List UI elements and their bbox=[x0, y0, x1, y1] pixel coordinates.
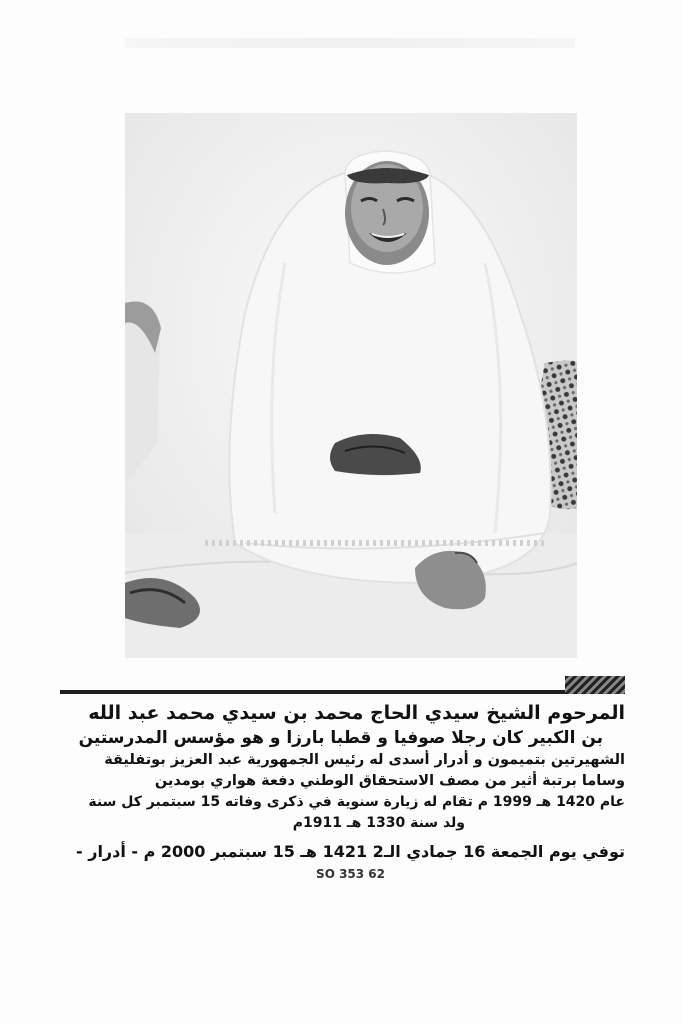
header-ornament bbox=[565, 676, 625, 694]
caption-line-7: توفي يوم الجمعة 16 جمادي الـ2 1421 هـ 15 سبتمبر 2000 م - أدرار - bbox=[76, 842, 625, 861]
portrait-photo bbox=[125, 113, 577, 658]
caption-line-4: وساما برتبة أثير من مصف الاستحقاق الوطني دفعة هواري بومدين bbox=[154, 773, 625, 789]
caption-line-5: عام 1420 هـ 1999 م تقام له زيارة سنوية في ذكرى وفاته 15 سبتمبر كل سنة bbox=[88, 794, 625, 810]
caption-line-8: SO 353 62 bbox=[316, 867, 385, 881]
caption-header-strip bbox=[60, 676, 625, 698]
header-rule bbox=[60, 690, 625, 694]
caption-line-1: المرحوم الشيخ سيدي الحاج محمد بن سيدي محمد عبد الله bbox=[88, 702, 625, 724]
scan-artifact bbox=[125, 38, 575, 48]
caption-line-6: ولد سنة 1330 هـ 1911م bbox=[292, 815, 465, 831]
caption-line-2: بن الكبير كان رجلا صوفيا و قطبا بارزا و هو مؤسس المدرستين bbox=[78, 728, 603, 748]
photo-caption bbox=[55, 700, 625, 882]
caption-line-3: الشهيرتين بتميمون و أدرار أسدى له رئيس الجمهورية عبد العزيز بوتفليقة bbox=[104, 752, 625, 768]
